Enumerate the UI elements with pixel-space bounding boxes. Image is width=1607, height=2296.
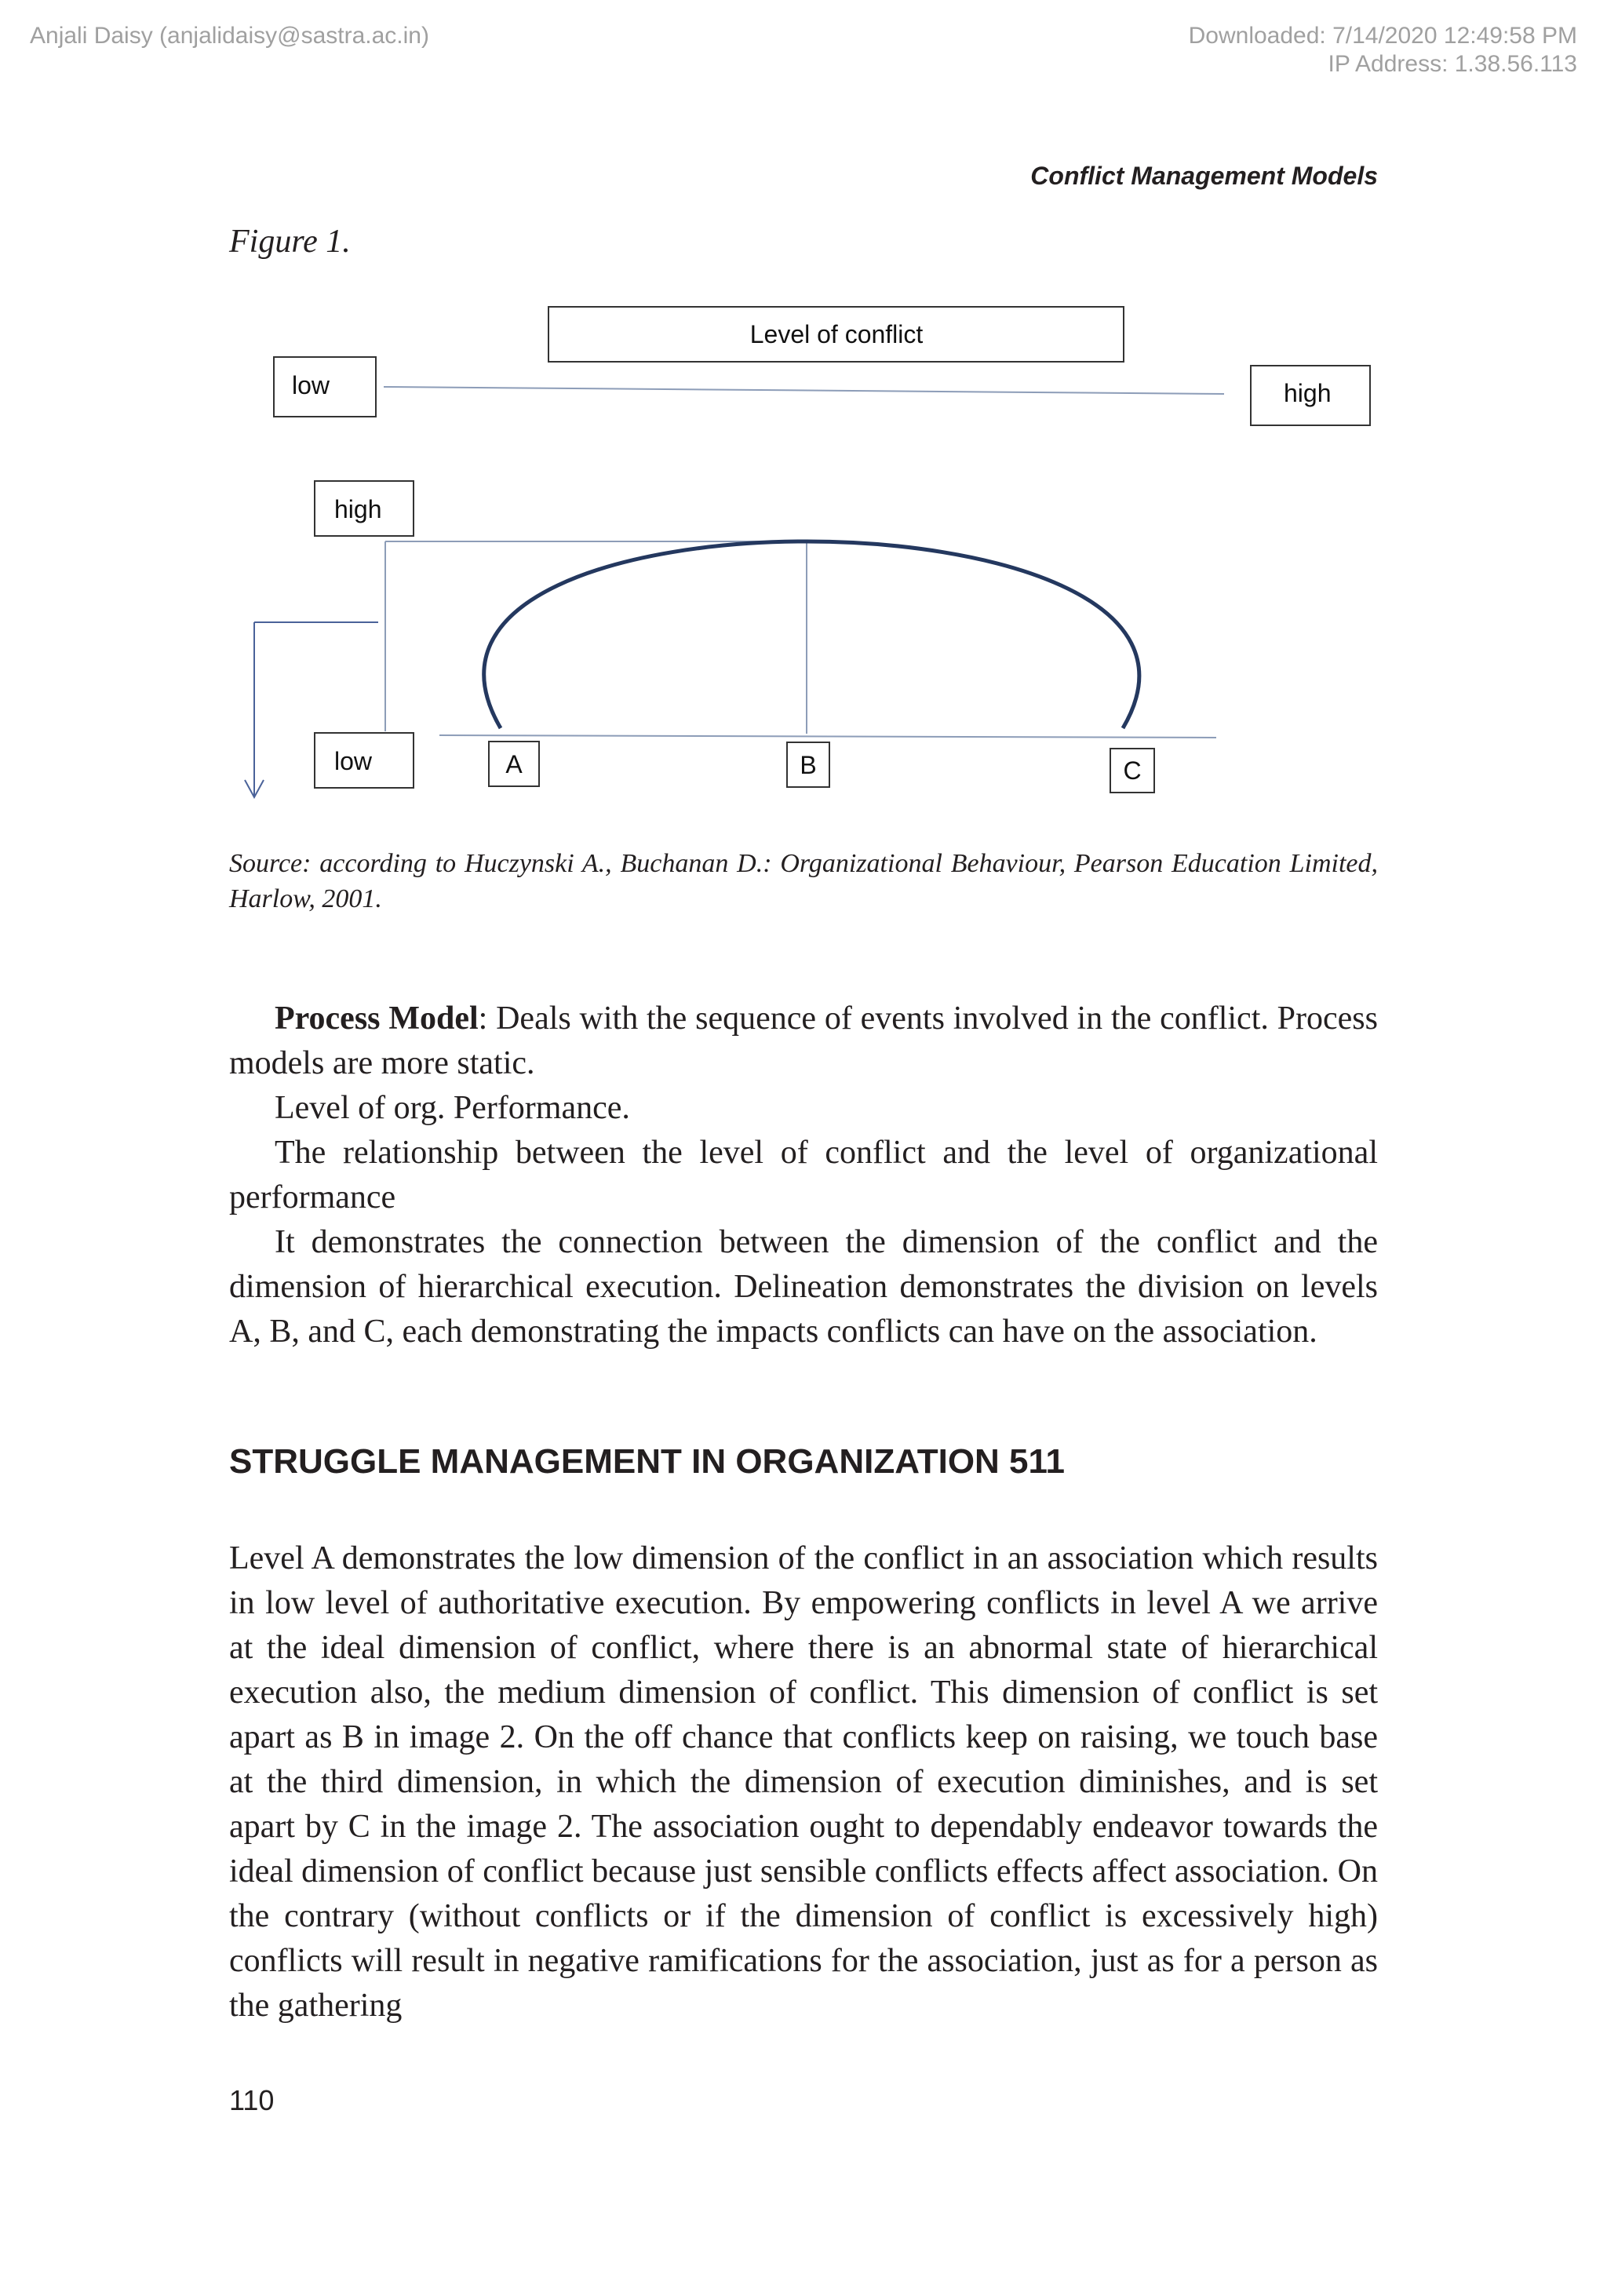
process-model-term: Process Model <box>275 1000 479 1037</box>
y-axis-high-label: high <box>334 495 382 523</box>
level-of-conflict-label: Level of conflict <box>749 320 924 348</box>
point-c-box <box>1110 749 1154 793</box>
y-axis-low-box <box>315 733 414 788</box>
figure-label: Figure 1. <box>229 224 351 260</box>
body-section-1 <box>229 997 1378 1354</box>
watermark-downloaded: Downloaded: 7/14/2020 12:49:58 PM <box>1188 23 1577 49</box>
page-number: 110 <box>229 2084 275 2116</box>
y-axis-high-box <box>315 481 414 536</box>
conflict-axis-line <box>384 387 1224 394</box>
x-axis-low-label: low <box>292 371 330 399</box>
paragraph-connection: It demonstrates the connection between the dimension of the conflict and the dimension of hierarchical execution. Delineation demonstrates the division on levels A, B, and C, each demonstrating the impacts conflicts can have on the association. <box>229 1224 1378 1350</box>
paragraph-performance-level: Level of org. Performance. <box>275 1090 630 1126</box>
watermark-user: Anjali Daisy (anjalidaisy@sastra.ac.in) <box>30 23 429 49</box>
paragraph-levels: Level A demonstrates the low dimension of the conflict in an association which results in low level of authoritative execution. By empowering conflicts in level A we arrive at the ideal dimension of conflict, where there is an abnormal state of hierarchical execution also, the medium dimension of conflict. This dimension of conflict is set apart as B in image 2. On the off chance that conflicts keep on raising, we touch base at the third dimension, in which the dimension of execution diminishes, and is set apart by C in the image 2. The association ought to dependably endeavor towards the ideal dimension of conflict because just sensible conflicts effects affect association. On the contrary (without conflicts or if the dimension of conflict is excessively high) conflicts will result in negative ramifications for the association, just as for a person as the gathering <box>229 1540 1378 2024</box>
point-c-label: C <box>1123 756 1142 785</box>
x-axis-low-box <box>274 357 376 417</box>
y-axis-low-label: low <box>334 747 373 775</box>
paragraph-process-model <box>229 997 1378 1086</box>
x-axis-high-label: high <box>1284 379 1332 407</box>
section-heading: STRUGGLE MANAGEMENT IN ORGANIZATION 511 <box>229 1442 1066 1481</box>
baseline-line <box>439 735 1216 738</box>
point-b-box <box>787 742 829 787</box>
process-model-definition: : Deals with the sequence of events involved in the conflict. Process models are more static. <box>229 1000 1378 1081</box>
level-of-conflict-box <box>548 307 1124 362</box>
point-b-label: B <box>800 751 817 779</box>
point-a-label: A <box>505 750 523 778</box>
watermark-ip: IP Address: 1.38.56.113 <box>1328 51 1577 77</box>
figure-source: Source: according to Huczynski A., Buchanan D.: Organizational Behaviour, Pearson Education Limited, Harlow, 2001. <box>229 849 1378 913</box>
x-axis-high-box <box>1251 366 1370 425</box>
performance-curve <box>484 541 1139 728</box>
paragraph-relationship: The relationship between the level of conflict and the level of organizational performance <box>229 1135 1378 1215</box>
point-a-box <box>489 742 539 786</box>
running-head: Conflict Management Models <box>1030 162 1378 190</box>
conflict-performance-diagram <box>0 0 1607 832</box>
